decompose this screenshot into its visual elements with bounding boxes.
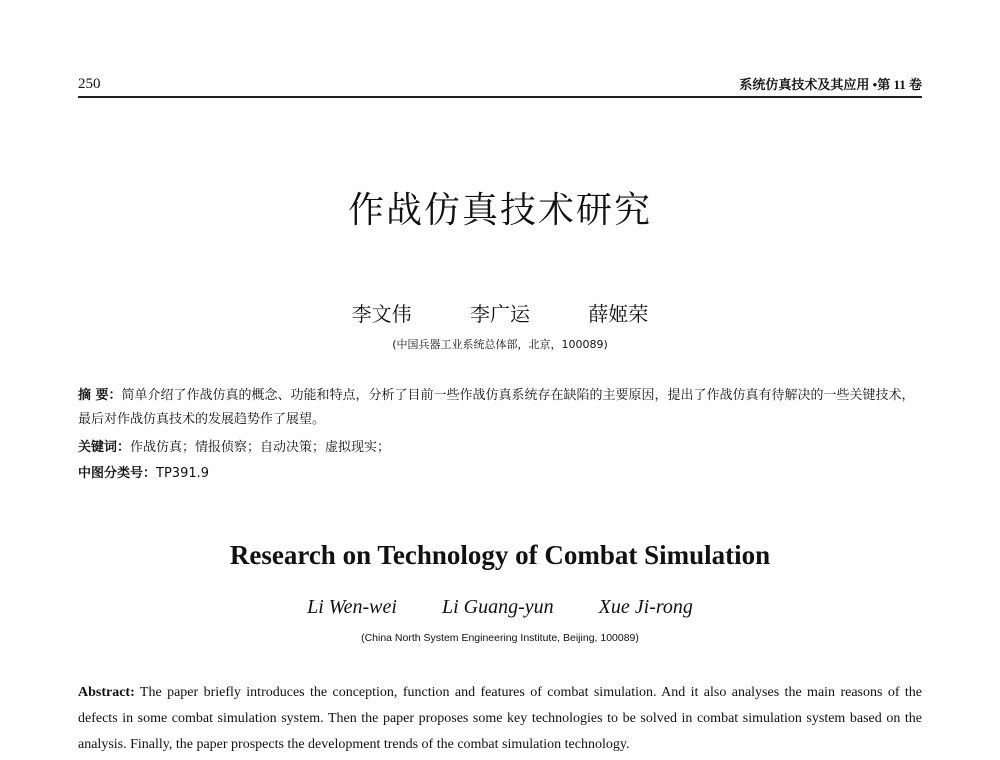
title-chinese: 作战仿真技术研究 [347,190,652,231]
page-number: 250 [78,76,101,92]
title-english: Research on Technology of Combat Simulation [229,540,771,570]
author-cn-3: 薛姬荣 [588,302,649,326]
author-cn-2: 李广运 [470,302,530,326]
authors-english [0,596,1000,619]
abstract-en-text: The paper briefly introduces the conception, function and features of combat simulation. And it also analyses the main reasons of the defects in some combat simulation system. Then the paper proposes some key technologies to be solved in combat simulation system based on the analysis. Finally, the paper prospects the development trends of the combat simulation technology. [78,685,922,752]
keywords-cn-label: 关键词： [78,440,131,455]
author-en-2: Li Guang-yun [441,596,554,618]
classification-cn-text: TP391.9 [156,466,210,481]
journal-name: 系统仿真技术及其应用 •第 11 卷 [739,77,922,92]
abstract-cn-label: 摘 要： [78,388,122,403]
affiliation-english: (China North System Engineering Institute, Beijing, 100089) [361,632,639,644]
keywords-chinese [78,436,922,460]
authors-chinese [0,298,1000,327]
abstract-en-label: Abstract: [78,685,135,700]
abstract-cn-text: 简单介绍了作战仿真的概念、功能和特点，分析了目前一些作战仿真系统存在缺陷的主要原因，提出了作战仿真有待解决的一些关键技术，最后对作战仿真技术的发展趋势作了展望。 [78,388,915,427]
abstract-chinese [78,384,922,432]
author-en-1: Li Wen-wei [307,596,397,618]
author-en-3: Xue Ji-rong [598,596,693,618]
author-cn-1: 李文伟 [351,302,412,326]
keywords-cn-text: 作战仿真；情报侦察；自动决策；虚拟现实； [130,440,391,455]
classification-chinese [78,462,922,486]
running-header [78,70,922,98]
classification-cn-label: 中图分类号： [78,466,157,481]
abstract-english [78,680,922,758]
affiliation-chinese: (中国兵器工业系统总体部，北京，100089) [392,338,608,351]
